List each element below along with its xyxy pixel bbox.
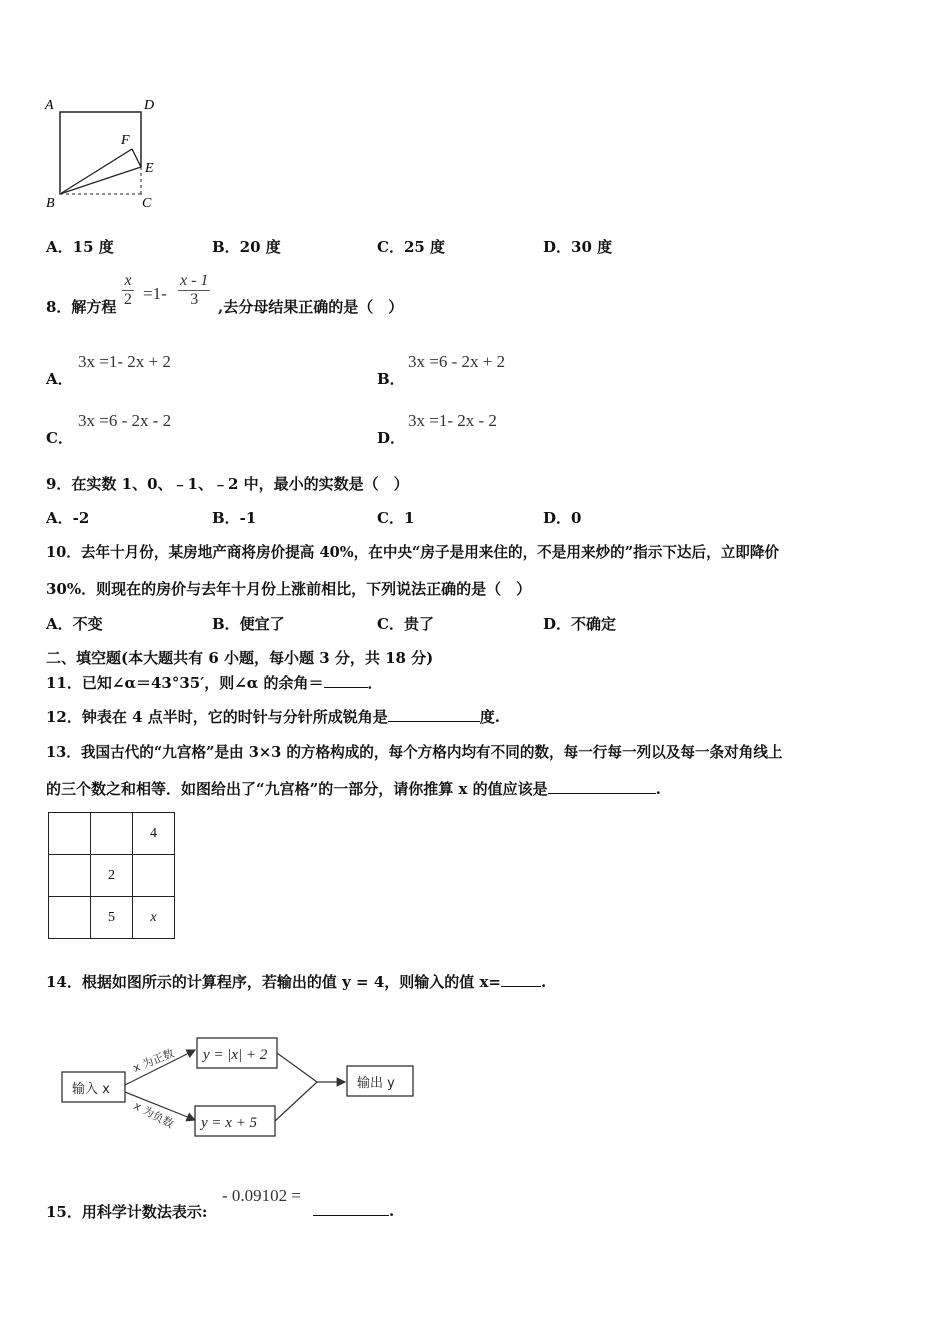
q10-option-a[interactable]: A．不变	[46, 615, 103, 633]
label-e: E	[145, 161, 154, 176]
q14	[46, 971, 546, 992]
q8-option-d-letter[interactable]: D．	[377, 429, 406, 447]
q15-text: 15．用科学计数法表示:	[46, 1203, 208, 1221]
segment-fe	[132, 149, 141, 167]
square-figure-abcd	[40, 92, 170, 214]
q8-frac2-num: x - 1	[180, 272, 209, 289]
square-solid-sides	[60, 112, 141, 194]
q9-option-d[interactable]: D．0	[543, 509, 582, 527]
q7-option-c[interactable]: C．25 度	[377, 238, 446, 256]
negative-formula: y = x + 5	[201, 1115, 258, 1131]
segment-bf	[60, 149, 132, 194]
q10-option-d[interactable]: D．不确定	[543, 615, 617, 633]
nine-square-grid	[48, 812, 175, 939]
q8-mid: =1-	[143, 284, 167, 303]
line-from-positive	[277, 1053, 317, 1082]
q8-fraction-x-over-2	[122, 272, 134, 309]
label-c: C	[142, 196, 152, 211]
q13-end: .	[655, 780, 661, 798]
q15-expr: - 0.09102 =	[222, 1186, 301, 1205]
q13-line1: 13．我国古代的“九宫格”是由 3×3 的方格构成的，每个方格内均有不同的数，每一行每一列以及每一条对角线上	[46, 744, 783, 761]
q12	[46, 706, 500, 727]
q9-option-b[interactable]: B．-1	[212, 509, 257, 527]
q10-option-c[interactable]: C．贵了	[377, 615, 434, 633]
q14-end: .	[541, 973, 547, 991]
q10-line2: 30%．则现在的房价与去年十月份上涨前相比，下列说法正确的是（ ）	[46, 580, 532, 598]
grid-cell: 4	[133, 813, 175, 855]
q10-option-b[interactable]: B．便宜了	[212, 615, 285, 633]
output-label: 输出 y	[357, 1076, 395, 1091]
q10-line1: 10．去年十月份，某房地产商将房价提高 40%，在中央“房子是用来住的，不是用来炒的”指示下达后，立即降价	[46, 544, 780, 561]
grid-cell: 5	[91, 897, 133, 939]
flowchart	[55, 1030, 425, 1142]
q15-answer-blank[interactable]	[313, 1201, 389, 1216]
q8-frac1-num: x	[122, 272, 134, 291]
input-label: 输入 x	[72, 1082, 110, 1097]
q8-frac2-den: 3	[190, 291, 199, 308]
grid-cell	[49, 855, 91, 897]
positive-formula: y = |x| + 2	[203, 1047, 268, 1063]
q7-option-a[interactable]: A．15 度	[46, 238, 114, 256]
q9-text: 9．在实数 1、0、﹣1、﹣2 中，最小的实数是（ ）	[46, 475, 409, 493]
q8-option-d-expr[interactable]: 3x =1- 2x - 2	[408, 411, 497, 430]
q13-answer-blank[interactable]	[548, 779, 656, 794]
grid-row	[49, 855, 175, 897]
negative-condition-label: x 为负数	[131, 1099, 176, 1131]
q8-frac1-den: 2	[124, 291, 132, 308]
label-d: D	[144, 98, 155, 113]
q8-option-c-expr[interactable]: 3x =6 - 2x - 2	[78, 411, 172, 430]
q8-option-b-letter[interactable]: B．	[377, 370, 405, 388]
q8-option-a-expr[interactable]: 3x =1- 2x + 2	[78, 352, 171, 371]
q14-text: 14．根据如图所示的计算程序，若输出的值 y = 4，则输入的值 x=	[46, 973, 501, 991]
label-b: B	[46, 196, 55, 211]
q11	[46, 672, 383, 693]
line-from-negative	[275, 1082, 317, 1121]
q8-suffix: ,去分母结果正确的是（ ）	[218, 298, 404, 316]
q15-answer	[313, 1201, 394, 1220]
q8-fraction-x-minus-1-over-3	[178, 272, 210, 309]
grid-row	[49, 813, 175, 855]
q14-answer-blank[interactable]	[501, 972, 541, 987]
q8-option-a-letter[interactable]: A．	[46, 370, 73, 388]
q11-end: ．	[367, 674, 383, 692]
label-f: F	[121, 133, 130, 148]
q9-option-c[interactable]: C．1	[377, 509, 415, 527]
grid-cell	[133, 855, 175, 897]
grid-cell	[49, 897, 91, 939]
grid-row	[49, 897, 175, 939]
q8-option-c-letter[interactable]: C．	[46, 429, 73, 447]
label-a: A	[45, 98, 54, 113]
q13-line2: 的三个数之和相等．如图给出了“九宫格”的一部分，请你推算 x 的值应该是	[46, 780, 548, 798]
q11-text: 11．已知∠α＝43°35′，则∠α 的余角＝	[46, 674, 324, 692]
q8-option-b-expr[interactable]: 3x =6 - 2x + 2	[408, 352, 506, 371]
segment-be	[60, 167, 141, 194]
q13-line2-wrap	[46, 778, 661, 799]
q9-option-a[interactable]: A．-2	[46, 509, 90, 527]
q7-option-b[interactable]: B．20 度	[212, 238, 281, 256]
grid-cell: 2	[91, 855, 133, 897]
q7-option-d[interactable]: D．30 度	[543, 238, 613, 256]
q12-answer-blank[interactable]	[388, 707, 480, 722]
q11-answer-blank[interactable]	[324, 673, 368, 688]
positive-condition-label: x 为正数	[131, 1046, 177, 1075]
q12-text: 12．钟表在 4 点半时，它的时针与分针所成锐角是	[46, 708, 388, 726]
grid-cell	[49, 813, 91, 855]
grid-cell: x	[133, 897, 175, 939]
section-title-fill-blank: 二、填空题(本大题共有 6 小题，每小题 3 分，共 18 分)	[46, 649, 434, 667]
q8-prefix: 8．解方程	[46, 298, 117, 316]
q12-end: 度.	[479, 708, 500, 726]
grid-cell	[91, 813, 133, 855]
q15-end: .	[389, 1202, 395, 1220]
